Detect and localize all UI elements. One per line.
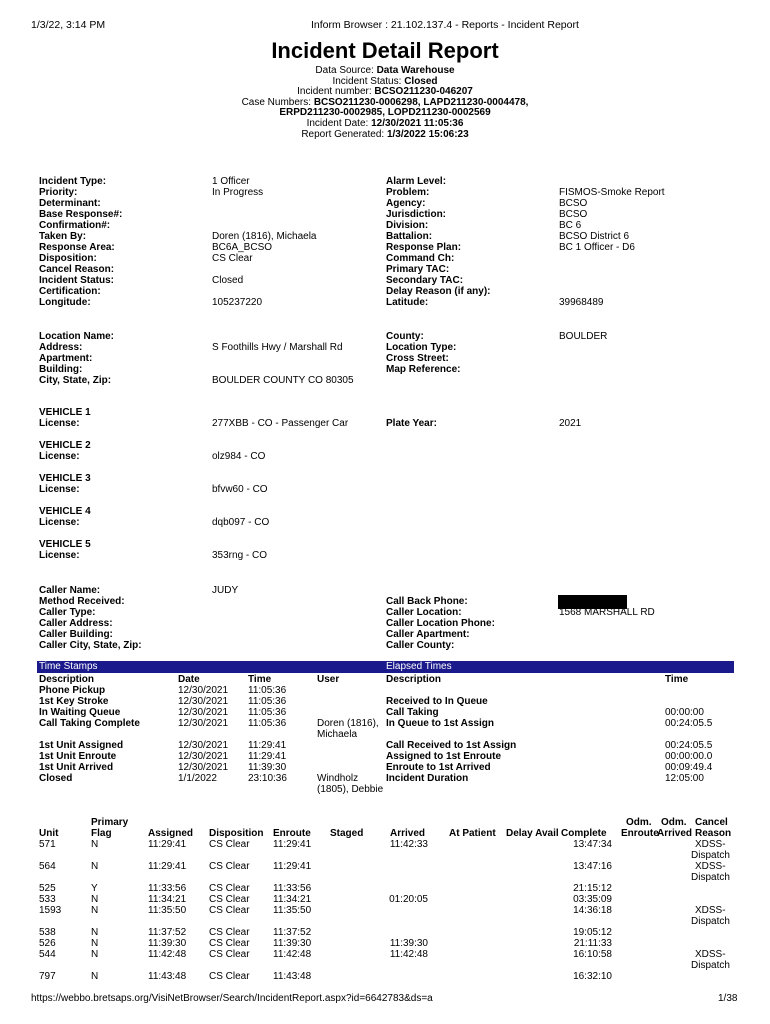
unit-cell-cancel-reason: XDSS- xyxy=(695,905,726,916)
meta-value: 12/30/2021 11:05:36 xyxy=(371,117,464,129)
units-header-complete: Complete xyxy=(561,828,607,839)
list-line: Call Taking Complete xyxy=(39,718,140,729)
unit-cell-flag: N xyxy=(91,861,99,872)
unit-cell-enroute: 11:29:41 xyxy=(273,839,312,850)
elapsed-times-2 xyxy=(665,740,712,784)
list-line: 23:10:36 xyxy=(248,773,287,784)
units-header-staged: Staged xyxy=(330,828,364,839)
list-line: 11:29:41 xyxy=(248,751,287,762)
units-header-odm-1: Odm. xyxy=(626,817,652,828)
list-line: Battalion: xyxy=(386,231,433,242)
time-stamps-title: Time Stamps xyxy=(39,661,98,672)
vehicle-license-value: 353rng - CO xyxy=(212,550,268,561)
list-line: In Queue to 1st Assign xyxy=(386,718,494,729)
list-line: Delay Reason (if any): xyxy=(386,286,491,297)
list-line: Call Taking xyxy=(386,707,439,718)
list-line: Caller Location Phone: xyxy=(386,618,495,629)
meta-label: Incident Date: xyxy=(306,117,369,129)
list-line: (1805), Debbie xyxy=(317,784,384,795)
list-line: 00:00:00 xyxy=(665,707,704,718)
report-title: Incident Detail Report xyxy=(271,38,499,63)
unit-cell-cancel-reason: Dispatch xyxy=(691,960,730,971)
ts-dates-2 xyxy=(178,740,228,784)
list-line: Caller City, State, Zip: xyxy=(39,640,142,651)
list-line: Call Back Phone: xyxy=(386,596,468,607)
unit-cell-complete: 21:15:12 xyxy=(573,883,612,894)
list-line: Incident Status: xyxy=(39,275,115,286)
list-line: Call Received to 1st Assign xyxy=(386,740,517,751)
units-header-odm-arrived: Arrived xyxy=(657,828,693,839)
unit-cell-flag: N xyxy=(91,894,99,905)
vehicle-heading: VEHICLE 4 xyxy=(39,506,91,517)
list-line xyxy=(559,253,665,264)
units-header-enroute: Enroute xyxy=(273,828,311,839)
list-line: 12/30/2021 xyxy=(178,751,229,762)
list-line: FISMOS-Smoke Report xyxy=(559,187,665,198)
list-line: BCSO xyxy=(559,209,588,220)
location-right-labels xyxy=(386,331,460,375)
list-line: Division: xyxy=(386,220,429,231)
list-line: Caller Address: xyxy=(39,618,113,629)
list-line: 11:29:41 xyxy=(248,740,287,751)
caller-location-value: 1568 MARSHALL RD xyxy=(559,607,655,618)
list-line: 1st Unit Arrived xyxy=(39,762,114,773)
unit-cell-assigned: 11:29:41 xyxy=(148,839,187,850)
list-line: 12/30/2021 xyxy=(178,685,229,696)
list-line: 1st Unit Assigned xyxy=(39,740,124,751)
vehicle-heading: VEHICLE 2 xyxy=(39,440,91,451)
list-line: Response Plan: xyxy=(386,242,462,253)
ts-header-description: Description xyxy=(39,674,95,685)
unit-cell-arrived: 11:39:30 xyxy=(389,938,428,949)
ts-user-2 xyxy=(317,773,383,795)
unit-cell-cancel-reason: Dispatch xyxy=(691,850,730,861)
list-line: Address: xyxy=(39,342,83,353)
unit-cell-disposition: CS Clear xyxy=(209,883,250,894)
units-header-odm-2: Odm. xyxy=(661,817,687,828)
list-line: Closed xyxy=(39,773,73,784)
unit-cell-flag: Y xyxy=(91,883,98,894)
units-header-assigned: Assigned xyxy=(148,828,194,839)
unit-cell-flag: N xyxy=(91,905,99,916)
print-tab-title: Inform Browser : 21.102.137.4 - Reports - Incident Report xyxy=(311,19,579,31)
list-line: Caller Location: xyxy=(386,607,462,618)
unit-cell-flag: N xyxy=(91,938,99,949)
unit-cell-complete: 16:32:10 xyxy=(573,971,612,982)
incident-right-values xyxy=(559,176,665,308)
ts-header-date: Date xyxy=(178,674,200,685)
list-line: 00:00:00.0 xyxy=(665,751,713,762)
list-line: 12/30/2021 xyxy=(178,696,229,707)
list-line: 12/30/2021 xyxy=(178,740,229,751)
list-line: Incident Type: xyxy=(39,176,107,187)
meta-label: Case Numbers: xyxy=(241,96,312,108)
unit-cell-complete: 19:05:12 xyxy=(573,927,612,938)
incident-right-labels xyxy=(386,176,490,308)
list-line: Latitude: xyxy=(386,297,429,308)
unit-cell-arrived: 11:42:33 xyxy=(389,839,428,850)
vehicle-heading: VEHICLE 5 xyxy=(39,539,91,550)
list-line: 1/1/2022 xyxy=(178,773,217,784)
unit-cell-enroute: 11:39:30 xyxy=(273,938,312,949)
list-line: Agency: xyxy=(386,198,426,209)
list-line: 1 Officer xyxy=(212,176,250,187)
list-line xyxy=(665,696,712,707)
list-line: Caller Name: xyxy=(39,585,101,596)
location-left-values xyxy=(212,331,354,386)
list-line: 1st Unit Enroute xyxy=(39,751,117,762)
list-line: Location Name: xyxy=(39,331,115,342)
unit-cell-disposition: CS Clear xyxy=(209,949,250,960)
meta-label: Incident Status: xyxy=(332,75,402,87)
list-line xyxy=(212,198,317,209)
vehicle-license-value: olz984 - CO xyxy=(212,451,266,462)
vehicle-license-label: License: xyxy=(39,418,80,429)
location-right-values xyxy=(559,331,607,375)
unit-cell-complete: 21:11:33 xyxy=(573,938,612,949)
footer-page-number: 1/38 xyxy=(718,993,738,1004)
list-line: Alarm Level: xyxy=(386,176,447,187)
elapsed-descriptions-1 xyxy=(386,696,494,729)
unit-cell-enroute: 11:35:50 xyxy=(273,905,312,916)
footer-url: https://webbo.bretsaps.org/VisiNetBrowser/Search/IncidentReport.aspx?id=6642783&ds=a xyxy=(31,993,433,1004)
list-line: S Foothills Hwy / Marshall Rd xyxy=(212,342,343,353)
vehicle-plate-year-label: Plate Year: xyxy=(386,418,437,429)
list-line xyxy=(212,331,354,342)
list-line: BC 1 Officer - D6 xyxy=(559,242,635,253)
list-line: Secondary TAC: xyxy=(386,275,464,286)
report-meta xyxy=(230,66,540,140)
unit-cell-unit: 526 xyxy=(39,938,56,949)
unit-cell-unit: 525 xyxy=(39,883,56,894)
list-line: In Progress xyxy=(212,187,264,198)
unit-cell-enroute: 11:37:52 xyxy=(273,927,312,938)
units-header-disposition: Disposition xyxy=(209,828,264,839)
unit-cell-complete: 13:47:34 xyxy=(573,839,612,850)
list-line: 00:09:49.4 xyxy=(665,762,713,773)
unit-cell-enroute: 11:29:41 xyxy=(273,861,312,872)
list-line: 00:24:05.5 xyxy=(665,740,713,751)
list-line: Enroute to 1st Arrived xyxy=(386,762,491,773)
meta-value: BCSO211230-0006298, LAPD211230-0004478, ERPD211230-0002985, LOPD211230-0002569 xyxy=(279,96,529,119)
ts-user-1 xyxy=(317,718,379,740)
list-line: CS Clear xyxy=(212,253,253,264)
list-line: 11:05:36 xyxy=(248,696,287,707)
unit-cell-flag: N xyxy=(91,949,99,960)
unit-cell-enroute: 11:43:48 xyxy=(273,971,312,982)
unit-cell-disposition: CS Clear xyxy=(209,971,250,982)
location-left-labels xyxy=(39,331,114,386)
caller-name-value: JUDY xyxy=(212,585,239,596)
ts-descriptions-1 xyxy=(39,685,140,729)
list-line xyxy=(212,220,317,231)
unit-cell-cancel-reason: Dispatch xyxy=(691,916,730,927)
list-line: Doren (1816), Michaela xyxy=(212,231,317,242)
vehicle-license-label: License: xyxy=(39,451,80,462)
unit-cell-arrived: 01:20:05 xyxy=(389,894,428,905)
list-line: Jurisdiction: xyxy=(386,209,447,220)
unit-cell-disposition: CS Clear xyxy=(209,861,250,872)
units-header-odm-enroute: Enroute xyxy=(621,828,659,839)
units-header-arrived: Arrived xyxy=(390,828,426,839)
ts-header-time: Time xyxy=(248,674,272,685)
list-line: Windholz xyxy=(317,773,359,784)
list-line xyxy=(559,364,607,375)
unit-cell-complete: 16:10:58 xyxy=(573,949,612,960)
unit-cell-unit: 544 xyxy=(39,949,56,960)
list-line: 39968489 xyxy=(559,297,604,308)
list-line: 1st Key Stroke xyxy=(39,696,109,707)
list-line: Map Reference: xyxy=(386,364,461,375)
unit-cell-unit: 538 xyxy=(39,927,56,938)
list-line xyxy=(559,275,665,286)
units-header-flag: Flag xyxy=(91,828,112,839)
unit-cell-assigned: 11:35:50 xyxy=(148,905,187,916)
list-line: Caller Building: xyxy=(39,629,113,640)
caller-right-labels xyxy=(386,596,495,651)
list-line xyxy=(559,264,665,275)
list-line: Base Response#: xyxy=(39,209,123,220)
unit-cell-unit: 797 xyxy=(39,971,56,982)
unit-cell-assigned: 11:42:48 xyxy=(148,949,187,960)
list-line: Michaela xyxy=(317,729,358,740)
ts-times-1 xyxy=(248,685,286,729)
list-line: 11:05:36 xyxy=(248,707,287,718)
units-header-cancel: Cancel xyxy=(695,817,728,828)
unit-cell-unit: 1593 xyxy=(39,905,62,916)
incident-left-values xyxy=(212,176,317,308)
list-line: Caller Type: xyxy=(39,607,96,618)
unit-cell-flag: N xyxy=(91,839,99,850)
list-line: Longitude: xyxy=(39,297,91,308)
units-header-reason: Reason xyxy=(695,828,732,839)
list-line: 00:24:05.5 xyxy=(665,718,713,729)
list-line: BOULDER COUNTY CO 80305 xyxy=(212,375,354,386)
list-line: City, State, Zip: xyxy=(39,375,112,386)
meta-value: 1/3/2022 15:06:23 xyxy=(386,128,469,140)
meta-value: Data Warehouse xyxy=(376,65,455,76)
units-header-unit: Unit xyxy=(39,828,59,839)
list-line: Apartment: xyxy=(39,353,93,364)
unit-cell-flag: N xyxy=(91,927,99,938)
unit-cell-unit: 571 xyxy=(39,839,56,850)
list-line xyxy=(212,364,354,375)
vehicle-license-value: 277XBB - CO - Passenger Car xyxy=(212,418,349,429)
list-line: BC6A_BCSO xyxy=(212,242,273,253)
unit-cell-unit: 533 xyxy=(39,894,56,905)
list-line xyxy=(212,264,317,275)
list-line xyxy=(559,176,665,187)
list-line: Caller County: xyxy=(386,640,455,651)
unit-cell-enroute: 11:34:21 xyxy=(273,894,312,905)
list-line: 12/30/2021 xyxy=(178,762,229,773)
time-section-bar xyxy=(37,661,734,673)
vehicle-license-label: License: xyxy=(39,484,80,495)
list-line: 11:05:36 xyxy=(248,718,287,729)
print-datetime: 1/3/22, 3:14 PM xyxy=(31,19,106,31)
meta-label: Incident number: xyxy=(297,86,372,98)
vehicle-license-value: bfvw60 - CO xyxy=(212,484,268,495)
list-line: Building: xyxy=(39,364,83,375)
list-line: Certification: xyxy=(39,286,101,297)
vehicle-license-value: dqb097 - CO xyxy=(212,517,270,528)
meta-value: BCSO211230-046207 xyxy=(374,86,473,98)
list-line: Priority: xyxy=(39,187,78,198)
unit-cell-assigned: 11:43:48 xyxy=(148,971,187,982)
list-line: Primary TAC: xyxy=(386,264,450,275)
vehicle-license-label: License: xyxy=(39,550,80,561)
unit-cell-complete: 13:47:16 xyxy=(573,861,612,872)
unit-cell-disposition: CS Clear xyxy=(209,905,250,916)
list-line: Cross Street: xyxy=(386,353,449,364)
ts-times-2 xyxy=(248,740,287,784)
unit-cell-assigned: 11:33:56 xyxy=(148,883,187,894)
unit-cell-unit: 564 xyxy=(39,861,56,872)
ts-descriptions-2 xyxy=(39,740,123,784)
list-line: Assigned to 1st Enroute xyxy=(386,751,502,762)
list-line xyxy=(559,342,607,353)
unit-cell-enroute: 11:33:56 xyxy=(273,883,312,894)
list-line xyxy=(559,286,665,297)
list-line: Closed xyxy=(212,275,244,286)
units-header-primary: Primary xyxy=(91,817,129,828)
unit-cell-disposition: CS Clear xyxy=(209,894,250,905)
list-line: Method Received: xyxy=(39,596,125,607)
elapsed-descriptions-2 xyxy=(386,740,516,784)
list-line: Disposition: xyxy=(39,253,97,264)
list-line: Determinant: xyxy=(39,198,101,209)
unit-cell-cancel-reason: Dispatch xyxy=(691,872,730,883)
unit-cell-enroute: 11:42:48 xyxy=(273,949,312,960)
list-line xyxy=(212,286,317,297)
vehicle-heading: VEHICLE 1 xyxy=(39,407,91,418)
list-line: Doren (1816), xyxy=(317,718,379,729)
unit-cell-disposition: CS Clear xyxy=(209,927,250,938)
list-line: Location Type: xyxy=(386,342,457,353)
list-line: Confirmation#: xyxy=(39,220,111,231)
list-line xyxy=(212,353,354,364)
elapsed-header-time: Time xyxy=(665,674,689,685)
list-line: Taken By: xyxy=(39,231,87,242)
list-line: Incident Duration xyxy=(386,773,469,784)
list-line: Phone Pickup xyxy=(39,685,106,696)
list-line: Cancel Reason: xyxy=(39,264,115,275)
unit-cell-cancel-reason: XDSS- xyxy=(695,839,726,850)
unit-cell-disposition: CS Clear xyxy=(209,938,250,949)
unit-cell-disposition: CS Clear xyxy=(209,839,250,850)
list-line: In Waiting Queue xyxy=(39,707,121,718)
list-line: County: xyxy=(386,331,424,342)
unit-cell-assigned: 11:29:41 xyxy=(148,861,187,872)
vehicle-heading: VEHICLE 3 xyxy=(39,473,91,484)
vehicle-license-label: License: xyxy=(39,517,80,528)
meta-label: Data Source: xyxy=(315,65,374,76)
elapsed-times-title: Elapsed Times xyxy=(386,661,452,672)
list-line: BOULDER xyxy=(559,331,608,342)
list-line: 12:05:00 xyxy=(665,773,704,784)
unit-cell-complete: 03:35:09 xyxy=(573,894,612,905)
unit-cell-flag: N xyxy=(91,971,99,982)
list-line: 12/30/2021 xyxy=(178,707,229,718)
unit-cell-complete: 14:36:18 xyxy=(573,905,612,916)
list-line: Problem: xyxy=(386,187,430,198)
units-header-delay-avail: Delay Avail xyxy=(506,828,559,839)
unit-cell-assigned: 11:37:52 xyxy=(148,927,187,938)
unit-cell-assigned: 11:34:21 xyxy=(148,894,187,905)
list-line: Response Area: xyxy=(39,242,115,253)
list-line: 12/30/2021 xyxy=(178,718,229,729)
list-line: BCSO District 6 xyxy=(559,231,630,242)
list-line: Received to In Queue xyxy=(386,696,488,707)
incident-left-labels xyxy=(39,176,122,308)
list-line xyxy=(212,209,317,220)
list-line: Caller Apartment: xyxy=(386,629,470,640)
meta-value: Closed xyxy=(404,75,438,87)
list-line: BC 6 xyxy=(559,220,582,231)
elapsed-times-1 xyxy=(665,696,712,729)
list-line: 11:39:30 xyxy=(248,762,287,773)
list-line: Command Ch: xyxy=(386,253,455,264)
unit-cell-cancel-reason: XDSS- xyxy=(695,861,726,872)
units-header-at-patient: At Patient xyxy=(449,828,496,839)
list-line: BCSO xyxy=(559,198,588,209)
elapsed-header-description: Description xyxy=(386,674,442,685)
ts-header-user: User xyxy=(317,674,340,685)
vehicle-plate-year-value: 2021 xyxy=(559,418,582,429)
unit-cell-arrived: 11:42:48 xyxy=(389,949,428,960)
unit-cell-cancel-reason: XDSS- xyxy=(695,949,726,960)
list-line xyxy=(559,353,607,364)
caller-left-labels xyxy=(39,585,142,651)
unit-cell-assigned: 11:39:30 xyxy=(148,938,187,949)
list-line: 11:05:36 xyxy=(248,685,287,696)
meta-label: Report Generated: xyxy=(301,128,385,140)
list-line: 105237220 xyxy=(212,297,263,308)
ts-dates-1 xyxy=(178,685,228,729)
